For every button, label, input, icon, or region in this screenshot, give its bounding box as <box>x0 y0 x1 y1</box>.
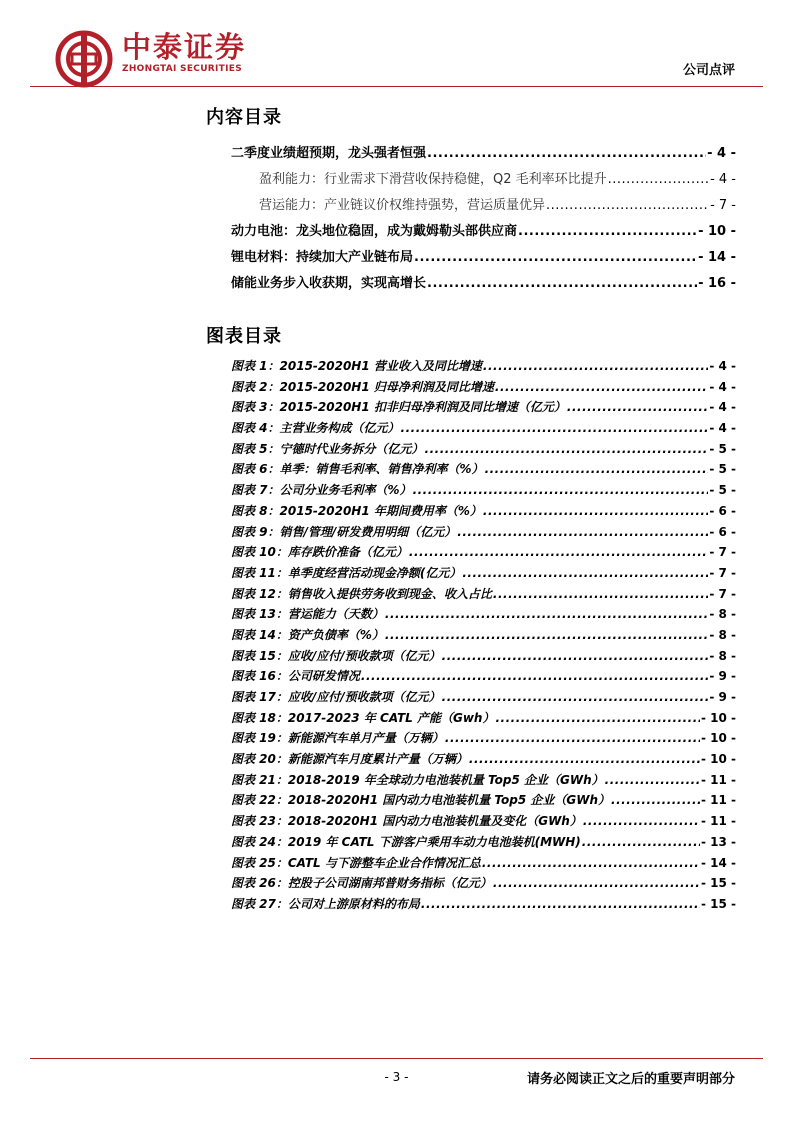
figure-entry-page: - 5 - <box>709 462 736 477</box>
toc-entry-label: 动力电池：龙头地位稳固，成为戴姆勒头部供应商 <box>231 224 518 239</box>
figure-entry-label: 图表 6：单季：销售毛利率、销售净利率（%） <box>231 462 484 477</box>
figure-entry-label: 图表 17：应收/应付/预收款项（亿元） <box>231 690 441 704</box>
figure-entry[interactable] <box>231 357 736 378</box>
toc-entry-label: 营运能力：产业链议价权维持强势，营运质量优异 <box>259 198 546 213</box>
figure-entry[interactable] <box>231 378 736 399</box>
toc-entry-label: 锂电材料：持续加大产业链布局 <box>231 250 414 265</box>
figure-entry-page: - 4 - <box>709 400 736 415</box>
figure-entry-page: - 7 - <box>709 545 736 560</box>
figure-entry[interactable] <box>231 398 736 419</box>
figure-entry[interactable] <box>231 502 736 523</box>
figure-entry-page: - 5 - <box>709 441 736 456</box>
figure-entry-label: 图表 22：2018-2020H1 国内动力电池装机量 Top5 企业（GWh） <box>231 793 611 808</box>
document-type: 公司点评 <box>682 63 735 78</box>
figure-entry-page: - 8 - <box>709 607 736 622</box>
brand-name-cn: 中泰证券 <box>122 30 247 64</box>
figure-entry-page: - 4 - <box>709 379 736 394</box>
figure-entry-page: - 14 - <box>700 855 736 870</box>
figure-entry-label: 图表 5：宁德时代业务拆分（亿元） <box>231 441 424 456</box>
toc-entry[interactable] <box>231 142 736 168</box>
figure-entry[interactable] <box>231 523 736 544</box>
figure-entry-page: - 13 - <box>700 834 736 849</box>
figure-entry[interactable] <box>231 833 736 854</box>
footer-divider <box>30 1058 763 1059</box>
figure-entry-page: - 7 - <box>709 565 736 580</box>
figure-entry-label: 图表 7：公司分业务毛利率（%） <box>231 483 412 498</box>
brand-name-en: ZHONGTAI SECURITIES <box>122 64 242 74</box>
toc-entry[interactable] <box>231 194 736 220</box>
figure-entry-label: 图表 25：CATL 与下游整车企业合作情况汇总 <box>231 855 481 870</box>
figures-list <box>231 357 736 916</box>
contents-title: 内容目录 <box>206 107 282 128</box>
figure-entry-label: 图表 14：资产负债率（%） <box>231 627 384 642</box>
figure-entry-label: 图表 12：销售收入提供劳务收到现金、收入占比 <box>231 586 492 601</box>
figure-entry-page: - 5 - <box>709 483 736 498</box>
figure-entry[interactable] <box>231 419 736 440</box>
figure-entry-page: - 11 - <box>700 793 736 808</box>
figure-entry-label: 图表 18：2017-2023 年 CATL 产能（Gwh） <box>231 710 495 725</box>
figure-entry-label: 图表 8：2015-2020H1 年期间费用率（%） <box>231 503 482 518</box>
figure-entry-page: - 10 - <box>700 731 736 746</box>
figure-entry[interactable] <box>231 688 736 709</box>
figure-entry[interactable] <box>231 771 736 792</box>
toc-entry-page: - 10 - <box>698 224 736 239</box>
figure-entry[interactable] <box>231 626 736 647</box>
figure-entry-page: - 4 - <box>709 421 736 436</box>
figure-entry[interactable] <box>231 543 736 564</box>
figure-entry-page: - 11 - <box>700 772 736 787</box>
figure-entry-page: - 9 - <box>709 669 736 684</box>
figure-entry[interactable] <box>231 874 736 895</box>
toc-entry-label: 二季度业绩超预期，龙头强者恒强 <box>231 146 427 161</box>
figure-entry-label: 图表 10：库存跌价准备（亿元） <box>231 545 408 560</box>
figure-entry-page: - 15 - <box>700 896 736 911</box>
figure-entry[interactable] <box>231 791 736 812</box>
toc-entry[interactable] <box>231 246 736 272</box>
figure-entry-page: - 8 - <box>709 627 736 642</box>
contents-list <box>231 142 736 298</box>
figure-entry[interactable] <box>231 647 736 668</box>
figure-entry-page: - 7 - <box>709 586 736 601</box>
figure-entry-label: 图表 21：2018-2019 年全球动力电池装机量 Top5 企业（GWh） <box>231 772 604 787</box>
figure-entry-page: - 10 - <box>700 752 736 767</box>
toc-entry-page: - 4 - <box>710 172 736 187</box>
header-divider <box>30 86 763 87</box>
figure-entry[interactable] <box>231 709 736 730</box>
figure-entry-label: 图表 2：2015-2020H1 归母净利润及同比增速 <box>231 379 494 394</box>
figure-entry-label: 图表 9：销售/管理/研发费用明细（亿元） <box>231 524 457 539</box>
figure-entry-page: - 9 - <box>709 690 736 704</box>
figure-entry-label: 图表 13：营运能力（天数） <box>231 607 384 622</box>
figure-entry-label: 图表 24：2019 年 CATL 下游客户乘用车动力电池装机(MWH) <box>231 834 581 849</box>
toc-entry-page: - 14 - <box>698 250 736 265</box>
figure-entry[interactable] <box>231 812 736 833</box>
figure-entry-label: 图表 3：2015-2020H1 扣非归母净利润及同比增速（亿元） <box>231 400 566 415</box>
toc-entry[interactable] <box>231 272 736 298</box>
page-number: - 3 - <box>384 1070 409 1084</box>
figure-entry-page: - 8 - <box>709 648 736 663</box>
figure-entry-label: 图表 20：新能源汽车月度累计产量（万辆） <box>231 752 468 767</box>
toc-entry-page: - 16 - <box>698 276 736 291</box>
figure-entry-page: - 10 - <box>700 710 736 725</box>
figure-entry-page: - 4 - <box>709 359 736 373</box>
page-header <box>0 0 793 95</box>
figure-entry-label: 图表 26：控股子公司湖南邦普财务指标（亿元） <box>231 876 492 891</box>
figure-entry-page: - 6 - <box>709 503 736 518</box>
toc-entry-page: - 4 - <box>707 146 736 161</box>
figure-entry-label: 图表 23：2018-2020H1 国内动力电池装机量及变化（GWh） <box>231 814 582 829</box>
figure-entry[interactable] <box>231 854 736 875</box>
figure-entry[interactable] <box>231 481 736 502</box>
disclaimer-note: 请务必阅读正文之后的重要声明部分 <box>526 1072 735 1087</box>
toc-entry[interactable] <box>231 220 736 246</box>
figure-entry-page: - 6 - <box>709 524 736 539</box>
figure-entry-page: - 15 - <box>700 876 736 891</box>
zhongtai-logo-icon <box>55 30 113 88</box>
figure-entry[interactable] <box>231 585 736 606</box>
figure-entry-page: - 11 - <box>700 814 736 829</box>
figure-entry-label: 图表 1：2015-2020H1 营业收入及同比增速 <box>231 359 482 373</box>
figure-entry[interactable] <box>231 729 736 750</box>
toc-entry[interactable] <box>231 168 736 194</box>
toc-entry-label: 盈利能力：行业需求下滑营收保持稳健，Q2 毛利率环比提升 <box>259 172 607 187</box>
figure-entry-label: 图表 11：单季度经营活动现金净额(亿元） <box>231 565 462 580</box>
figure-entry-label: 图表 15：应收/应付/预收款项（亿元） <box>231 648 441 663</box>
figures-title: 图表目录 <box>206 326 282 347</box>
toc-entry-label: 储能业务步入收获期，实现高增长 <box>231 276 427 291</box>
figure-entry-label: 图表 19：新能源汽车单月产量（万辆） <box>231 731 444 746</box>
figure-entry[interactable] <box>231 564 736 585</box>
figure-entry[interactable] <box>231 750 736 771</box>
figure-entry-label: 图表 27：公司对上游原材料的布局 <box>231 896 420 911</box>
figure-entry[interactable] <box>231 667 736 688</box>
figure-entry[interactable] <box>231 605 736 626</box>
figure-entry-label: 图表 4：主营业务构成（亿元） <box>231 421 400 436</box>
toc-entry-page: - 7 - <box>710 198 736 213</box>
figure-entry[interactable] <box>231 895 736 916</box>
figure-entry[interactable] <box>231 440 736 461</box>
figure-entry-label: 图表 16：公司研发情况 <box>231 669 360 684</box>
figure-entry[interactable] <box>231 460 736 481</box>
